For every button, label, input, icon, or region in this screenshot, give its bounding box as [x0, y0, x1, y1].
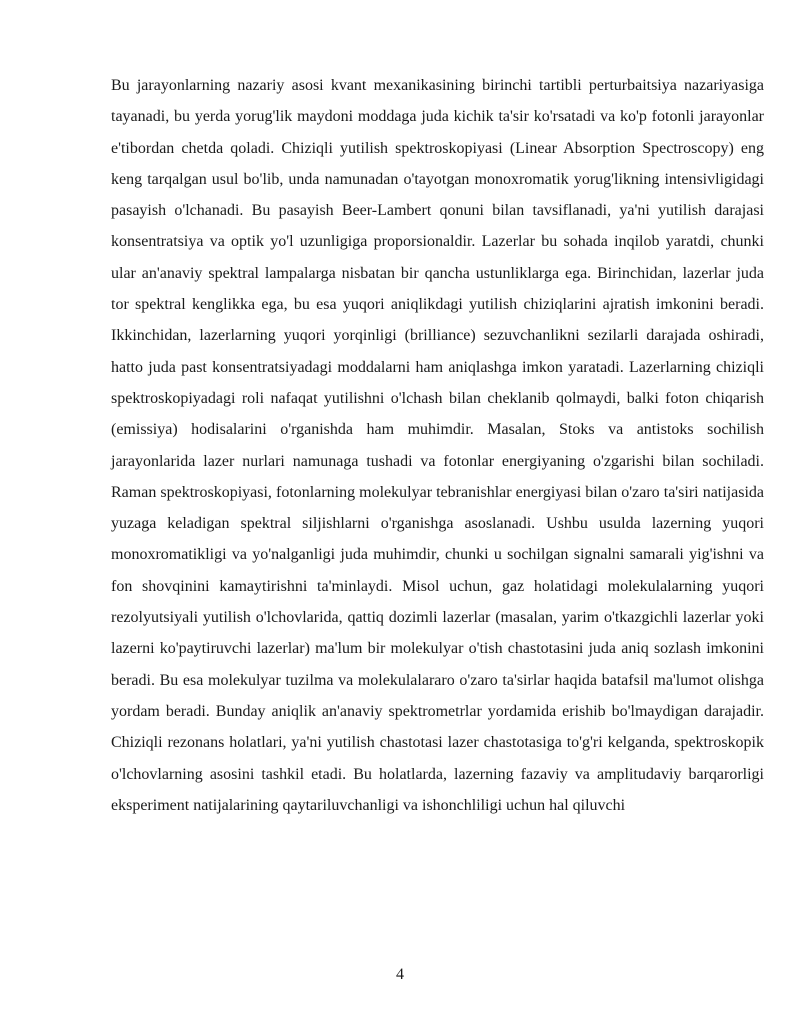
page-number: 4 [396, 966, 404, 983]
body-paragraph: Bu jarayonlarning nazariy asosi kvant mexanikasining birinchi tartibli perturbaitsiya nazariyasiga tayanadi, bu yerda yorug'lik maydoni moddaga juda kichik ta'sir ko'rsatadi va ko'p fotonli jarayonlar e'tibordan chetda qoladi. Chiziqli yutilish spektroskopiyasi (Linear Absorption Spectroscopy) eng keng tarqalgan usul bo'lib, unda namunadan o'tayotgan monoxromatik yorug'likning intensivligidagi pasayish o'lchanadi. Bu pasayish Beer-Lambert qonuni bilan tavsiflanadi, ya'ni yutilish darajasi konsentratsiya va optik yo'l uzunligiga proporsionaldir. Lazerlar bu sohada inqilob yaratdi, chunki ular an'anaviy spektral lampalarga nisbatan bir qancha ustunliklarga ega. Birinchidan, lazerlar juda tor spektral kenglikka ega, bu esa yuqori aniqlikdagi yutilish chiziqlarini ajratish imkonini beradi. Ikkinchidan, lazerlarning yuqori yorqinligi (brilliance) sezuvchanlikni sezilarli darajada oshiradi, hatto juda past konsentratsiyadagi moddalarni ham aniqlashga imkon yaratadi. Lazerlarning chiziqli spektroskopiyadagi roli nafaqat yutilishni o'lchash bilan cheklanib qolmaydi, balki foton chiqarish (emissiya) hodisalarini o'rganishda ham muhimdir. Masalan, Stoks va antistoks sochilish jarayonlarida lazer nurlari namunaga tushadi va fotonlar energiyaning o'zgarishi bilan sochiladi. Raman spektroskopiyasi, fotonlarning molekulyar tebranishlar energiyasi bilan o'zaro ta'siri natijasida yuzaga keladigan spektral siljishlarni o'rganishga asoslanadi. Ushbu usulda lazerning yuqori monoxromatikligi va yo'nalganligi juda muhimdir, chunki u sochilgan signalni samarali yig'ishni va fon shovqinini kamaytirishni ta'minlaydi. Misol uchun, gaz holatidagi molekulalarning yuqori rezolyutsiyali yutilish o'lchovlarida, qattiq dozimli lazerlar (masalan, yarim o'tkazgichli lazerlar yoki lazerni ko'paytiruvchi lazerlar) ma'lum bir molekulyar o'tish chastotasini juda aniq sozlash imkonini beradi. Bu esa molekulyar tuzilma va molekulalararo o'zaro ta'sirlar haqida batafsil ma'lumot olishga yordam beradi. Bunday aniqlik an'anaviy spektrometrlar yordamida erishib bo'lmaydigan darajadir. Chiziqli rezonans holatlari, ya'ni yutilish chastotasi lazer chastotasiga to'g'ri kelganda, spektroskopik o'lchovlarning asosini tashkil etadi. Bu holatlarda, lazerning fazaviy va amplitudaviy barqarorligi eksperiment natijalarining qaytariluvchanligi va ishonchliligi uchun hal qiluvchi [111, 77, 764, 814]
